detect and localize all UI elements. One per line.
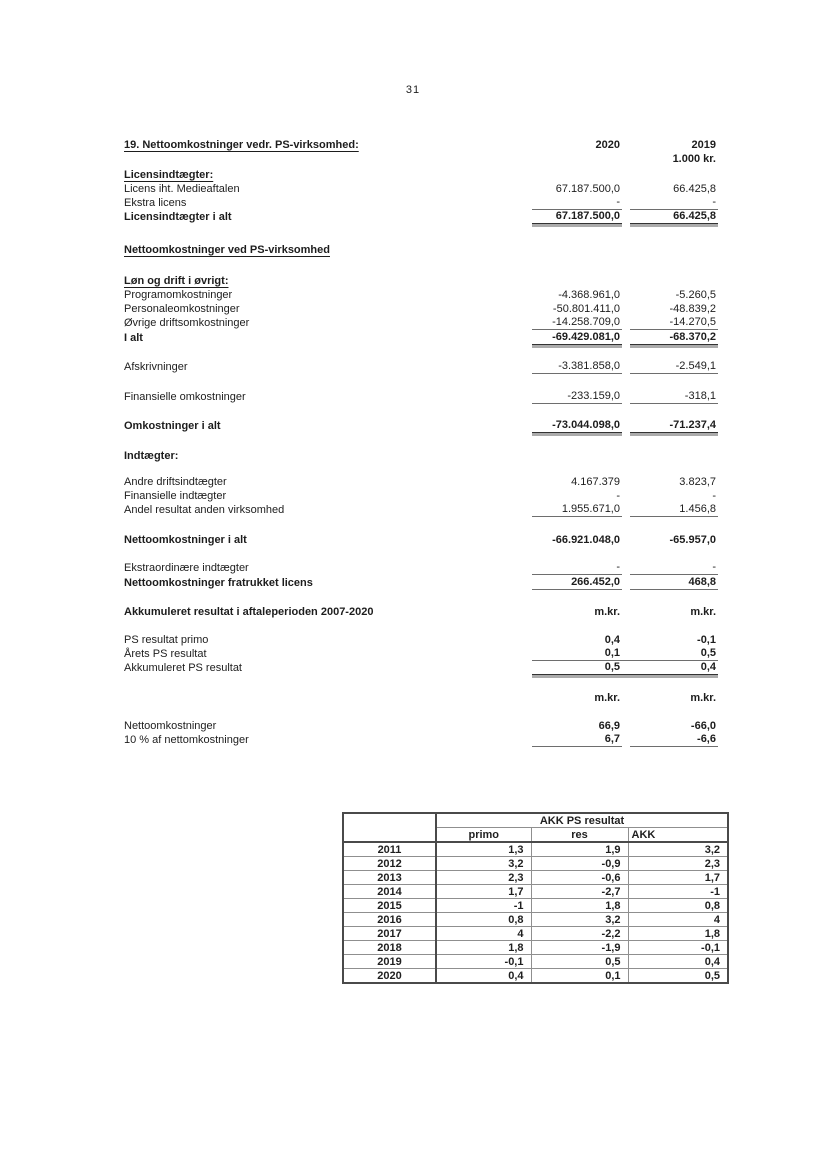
value-2020: 266.452,0 [532, 576, 622, 590]
primo-cell: 0,4 [436, 969, 531, 984]
row-label: Nettoomkostninger i alt [124, 534, 247, 546]
row-label: Ekstraordinære indtægter [124, 562, 249, 574]
row-label: Nettoomkostninger ved PS-virksomhed [124, 244, 330, 256]
statement-row [124, 475, 718, 489]
statement-row [124, 647, 718, 661]
row-label: Andre driftsindtægter [124, 476, 227, 488]
row-label: Programomkostninger [124, 289, 233, 301]
value-2019: - [630, 196, 718, 210]
statement-title: 19. Nettoomkostninger vedr. PS-virksomhed: [124, 139, 359, 151]
corner-cell [343, 813, 436, 842]
statement-row [124, 733, 718, 747]
statement-row-total [124, 210, 718, 224]
unit-row [124, 152, 718, 166]
value-2020: 6,7 [532, 733, 622, 747]
statement-row [124, 691, 718, 705]
value-2019: 0,5 [700, 647, 716, 659]
row-label: Indtægter: [124, 450, 179, 462]
table-header-row [343, 813, 728, 828]
financial-statement [124, 138, 718, 747]
row-label: Licens iht. Medieaftalen [124, 183, 240, 195]
primo-cell: 4 [436, 927, 531, 941]
row-label: Finansielle omkostninger [124, 391, 246, 403]
table-title: AKK PS resultat [436, 813, 728, 828]
year-cell: 2016 [343, 913, 436, 927]
akk-cell: -1 [628, 885, 728, 899]
table-row [343, 941, 728, 955]
row-label: Øvrige driftsomkostninger [124, 317, 250, 329]
statement-row [124, 288, 718, 302]
row-label: Nettoomkostninger [124, 720, 217, 732]
value-2019: 66.425,8 [630, 210, 718, 224]
table-row [343, 899, 728, 913]
table-row [343, 871, 728, 885]
unit-label: 1.000 kr. [672, 153, 716, 165]
row-label: Akkumuleret PS resultat [124, 662, 242, 674]
value-2020: 67.187.500,0 [555, 183, 620, 195]
value-2020: m.kr. [594, 692, 620, 704]
year-cell: 2014 [343, 885, 436, 899]
value-2019: 3.823,7 [679, 476, 716, 488]
value-2019: 66.425,8 [673, 183, 716, 195]
year-cell: 2012 [343, 857, 436, 871]
value-2020: m.kr. [594, 606, 620, 618]
value-2020: 1.955.671,0 [532, 503, 622, 517]
table-row [343, 927, 728, 941]
row-label: Ekstra licens [124, 197, 187, 209]
primo-cell: -1 [436, 899, 531, 913]
value-2019: -68.370,2 [630, 331, 718, 345]
statement-row [124, 561, 718, 575]
primo-cell: 1,8 [436, 941, 531, 955]
statement-row [124, 533, 718, 547]
table-row [343, 969, 728, 984]
statement-row [124, 449, 718, 463]
value-2020: 0,1 [604, 647, 620, 659]
statement-row [124, 489, 718, 503]
table-row [343, 955, 728, 969]
statement-row [124, 302, 718, 316]
value-2020: -73.044.098,0 [532, 419, 622, 433]
row-label: Finansielle indtægter [124, 490, 227, 502]
year-cell: 2011 [343, 842, 436, 857]
table-row [343, 913, 728, 927]
value-2020: 67.187.500,0 [532, 210, 622, 224]
value-2020: 4.167.379 [571, 476, 620, 488]
value-2020: -14.258.709,0 [532, 316, 622, 330]
page-number: 31 [405, 84, 421, 96]
row-label: Løn og drift i øvrigt: [124, 275, 229, 287]
value-2020: -50.801.411,0 [552, 303, 620, 315]
primo-cell: -0,1 [436, 955, 531, 969]
statement-row [124, 633, 718, 647]
res-cell: 0,1 [531, 969, 628, 984]
year-cell: 2018 [343, 941, 436, 955]
value-2019: - [630, 561, 718, 575]
res-cell: -0,9 [531, 857, 628, 871]
value-2019: 1.456,8 [630, 503, 718, 517]
res-cell: -2,2 [531, 927, 628, 941]
primo-cell: 2,3 [436, 871, 531, 885]
row-label: Afskrivninger [124, 361, 188, 373]
table-row [343, 885, 728, 899]
col-header-res: res [531, 828, 628, 843]
res-cell: -0,6 [531, 871, 628, 885]
akk-cell: 3,2 [628, 842, 728, 857]
year-cell: 2020 [343, 969, 436, 984]
statement-row-total [124, 331, 718, 345]
statement-row [124, 390, 718, 404]
statement-row [124, 360, 718, 374]
res-cell: -2,7 [531, 885, 628, 899]
akk-cell: -0,1 [628, 941, 728, 955]
row-label: I alt [124, 332, 143, 344]
primo-cell: 3,2 [436, 857, 531, 871]
value-2019: -5.260,5 [675, 289, 716, 301]
year-cell: 2013 [343, 871, 436, 885]
value-2020: 66,9 [598, 720, 620, 732]
value-2019: 468,8 [630, 576, 718, 590]
res-cell: 1,9 [531, 842, 628, 857]
row-label: Nettoomkostninger fratrukket licens [124, 577, 313, 589]
value-2020: -3.381.858,0 [532, 360, 622, 374]
statement-row [124, 182, 718, 196]
value-2019: -65.957,0 [669, 534, 716, 546]
year-cell: 2015 [343, 899, 436, 913]
value-2019: -6,6 [630, 733, 718, 747]
value-2019: -66,0 [690, 720, 716, 732]
res-cell: 3,2 [531, 913, 628, 927]
value-2020: - [532, 561, 622, 575]
statement-row [124, 243, 718, 257]
year-column-2020: 2020 [595, 139, 620, 151]
akk-cell: 1,7 [628, 871, 728, 885]
statement-row [124, 576, 718, 590]
statement-row [124, 719, 718, 733]
row-label: Personaleomkostninger [124, 303, 240, 315]
value-2019: -2.549,1 [630, 360, 718, 374]
row-label: Årets PS resultat [124, 648, 207, 660]
akk-ps-resultat-table [342, 812, 729, 984]
statement-row [124, 316, 718, 330]
row-label: Akkumuleret resultat i aftaleperioden 2007-2020 [124, 606, 374, 618]
value-2019: -318,1 [630, 390, 718, 404]
statement-row [124, 168, 718, 182]
primo-cell: 1,3 [436, 842, 531, 857]
value-2020: 0,4 [604, 634, 620, 646]
value-2020: -66.921.048,0 [552, 534, 620, 546]
value-2019: m.kr. [690, 606, 716, 618]
row-label: 10 % af nettomkostninger [124, 734, 249, 746]
value-2019: -0,1 [697, 634, 716, 646]
akk-cell: 1,8 [628, 927, 728, 941]
statement-header-row [124, 138, 718, 152]
table-row [343, 842, 728, 857]
value-2019: - [712, 490, 716, 502]
value-2020: - [616, 490, 620, 502]
col-header-akk: AKK [628, 828, 728, 843]
year-cell: 2017 [343, 927, 436, 941]
value-2019: 0,4 [700, 661, 716, 673]
row-label: Andel resultat anden virksomhed [124, 504, 285, 516]
year-cell: 2019 [343, 955, 436, 969]
statement-row [124, 503, 718, 517]
value-2020: -4.368.961,0 [558, 289, 620, 301]
table-row [343, 857, 728, 871]
akk-cell: 0,5 [628, 969, 728, 984]
statement-row [124, 274, 718, 288]
res-cell: 1,8 [531, 899, 628, 913]
primo-cell: 1,7 [436, 885, 531, 899]
statement-row [124, 661, 718, 675]
value-2020: 0,5 [604, 661, 620, 673]
akk-cell: 0,4 [628, 955, 728, 969]
res-cell: 0,5 [531, 955, 628, 969]
value-2020: -233.159,0 [532, 390, 622, 404]
value-2019: -14.270,5 [630, 316, 718, 330]
statement-row-total [124, 419, 718, 433]
primo-cell: 0,8 [436, 913, 531, 927]
row-label: Licensindtægter i alt [124, 211, 232, 223]
statement-row [124, 605, 718, 619]
value-2020: -69.429.081,0 [532, 331, 622, 345]
statement-row [124, 196, 718, 210]
col-header-primo: primo [436, 828, 531, 843]
akk-cell: 0,8 [628, 899, 728, 913]
value-2019: m.kr. [690, 692, 716, 704]
row-label: PS resultat primo [124, 634, 209, 646]
row-label: Omkostninger i alt [124, 420, 221, 432]
year-column-2019: 2019 [691, 139, 716, 151]
res-cell: -1,9 [531, 941, 628, 955]
akk-cell: 2,3 [628, 857, 728, 871]
value-2020: - [532, 196, 622, 210]
akk-cell: 4 [628, 913, 728, 927]
value-2019: -48.839,2 [669, 303, 716, 315]
row-label: Licensindtægter: [124, 169, 214, 181]
value-2019: -71.237,4 [630, 419, 718, 433]
